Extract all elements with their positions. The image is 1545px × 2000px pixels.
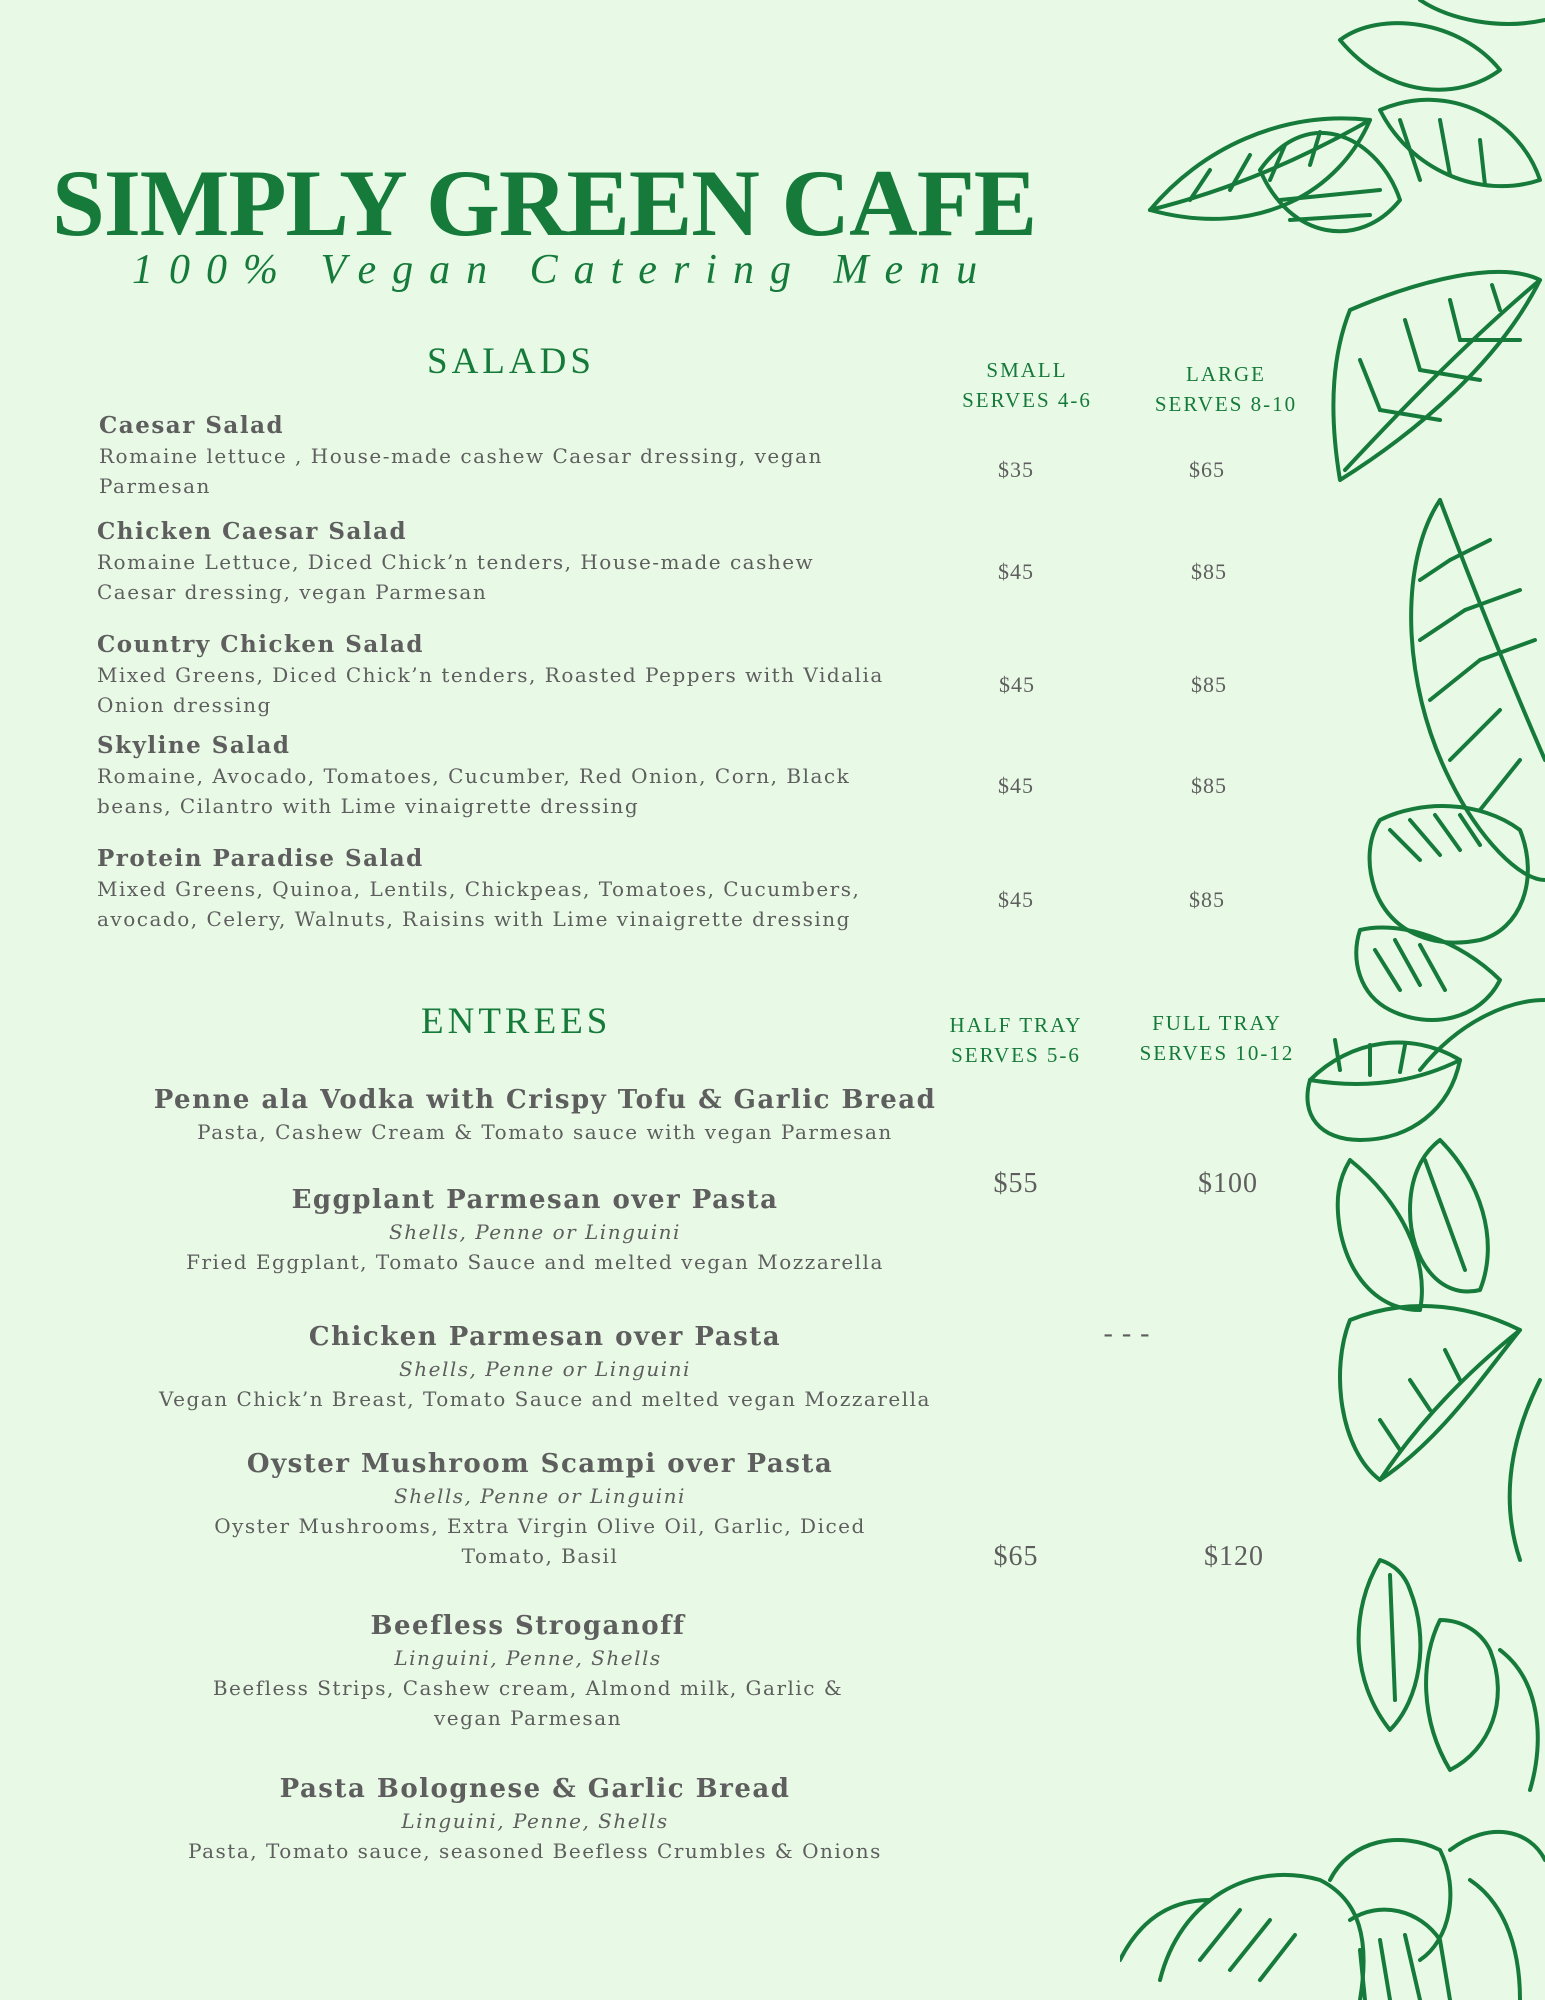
item-options: Shells, Penne or Linguini xyxy=(389,1220,681,1244)
item-desc: Pasta, Cashew Cream & Tomato sauce with vegan Parmesan xyxy=(197,1120,893,1144)
entree-item xyxy=(40,1083,1050,1147)
price-large: $85 xyxy=(1191,672,1227,697)
salad-item xyxy=(97,630,927,720)
entrees-heading: ENTREES xyxy=(421,1001,612,1042)
col-full-serves: SERVES 10-12 xyxy=(1139,1041,1295,1065)
price-large: $85 xyxy=(1189,887,1225,912)
item-desc: Onion dressing xyxy=(97,693,272,717)
price-small: $45 xyxy=(999,672,1035,697)
entree-item xyxy=(40,1320,1050,1414)
salad-item xyxy=(97,731,927,821)
price-large: $85 xyxy=(1191,559,1227,584)
item-options: Shells, Penne or Linguini xyxy=(394,1484,686,1508)
entree-item xyxy=(30,1772,1040,1866)
item-desc: Beefless Strips, Cashew cream, Almond milk, Garlic & xyxy=(212,1676,844,1700)
price-full-tray: $120 xyxy=(1204,1541,1264,1572)
item-desc: Romaine, Avocado, Tomatoes, Cucumber, Red Onion, Corn, Black xyxy=(97,764,851,788)
item-desc: Oyster Mushrooms, Extra Virgin Olive Oil, Garlic, Diced xyxy=(214,1514,866,1538)
salad-item xyxy=(97,844,927,934)
col-small-serves: SERVES 4-6 xyxy=(962,388,1092,412)
price-small: $45 xyxy=(998,773,1034,798)
col-large-label: LARGE xyxy=(1186,362,1266,386)
item-desc: beans, Cilantro with Lime vinaigrette dressing xyxy=(97,794,640,818)
price-large: $85 xyxy=(1191,773,1227,798)
price-small: $35 xyxy=(998,457,1034,482)
salads-heading: SALADS xyxy=(427,341,595,382)
item-desc: Romaine lettuce , House-made cashew Caesar dressing, vegan xyxy=(99,444,823,468)
item-desc: Pasta, Tomato sauce, seasoned Beefless Crumbles & Onions xyxy=(188,1839,882,1863)
item-desc: Tomato, Basil xyxy=(461,1544,619,1568)
price-small: $45 xyxy=(998,559,1034,584)
item-desc: Fried Eggplant, Tomato Sauce and melted vegan Mozzarella xyxy=(186,1250,884,1274)
price-half-tray: $65 xyxy=(993,1541,1039,1572)
price-large: $65 xyxy=(1189,457,1225,482)
item-options: Linguini, Penne, Shells xyxy=(401,1809,669,1833)
item-desc: Caesar dressing, vegan Parmesan xyxy=(97,580,488,604)
salads-col-small xyxy=(962,355,1092,415)
price-full-tray: $100 xyxy=(1198,1168,1258,1199)
price-small: $45 xyxy=(998,887,1034,912)
entree-item xyxy=(23,1609,1033,1733)
item-name: Pasta Bolognese & Garlic Bread xyxy=(279,1774,791,1804)
item-name: Caesar Salad xyxy=(99,412,285,439)
price-half-tray: $55 xyxy=(993,1168,1039,1199)
item-desc: Vegan Chick’n Breast, Tomato Sauce and melted vegan Mozzarella xyxy=(159,1387,931,1411)
item-desc: vegan Parmesan xyxy=(433,1706,622,1730)
col-half-label: HALF TRAY xyxy=(949,1013,1083,1037)
botanical-leaves-illustration xyxy=(1120,0,1545,2000)
col-full-label: FULL TRAY xyxy=(1152,1011,1282,1035)
item-name: Chicken Parmesan over Pasta xyxy=(308,1322,782,1352)
item-name: Beefless Stroganoff xyxy=(370,1611,686,1641)
item-desc: Romaine Lettuce, Diced Chick’n tenders, House-made cashew xyxy=(97,550,815,574)
item-name: Skyline Salad xyxy=(97,732,291,759)
item-name: Penne ala Vodka with Crispy Tofu & Garlic Bread xyxy=(153,1085,937,1115)
price-divider: - - - xyxy=(1103,1318,1151,1349)
salad-item xyxy=(99,411,929,501)
item-desc: Parmesan xyxy=(99,474,211,498)
item-name: Oyster Mushroom Scampi over Pasta xyxy=(246,1449,834,1479)
col-half-serves: SERVES 5-6 xyxy=(951,1043,1081,1067)
item-name: Chicken Caesar Salad xyxy=(97,518,408,545)
page-title: SIMPLY GREEN CAFE xyxy=(52,150,1037,256)
item-options: Shells, Penne or Linguini xyxy=(399,1357,691,1381)
item-desc: avocado, Celery, Walnuts, Raisins with Lime vinaigrette dressing xyxy=(97,907,851,931)
page-subtitle: 100% Vegan Catering Menu xyxy=(132,247,994,293)
col-small-label: SMALL xyxy=(986,358,1068,382)
col-large-serves: SERVES 8-10 xyxy=(1154,392,1298,416)
entrees-col-half xyxy=(950,1010,1083,1070)
entree-item xyxy=(35,1447,1045,1571)
item-name: Country Chicken Salad xyxy=(97,631,425,658)
item-desc: Mixed Greens, Diced Chick’n tenders, Roasted Peppers with Vidalia xyxy=(97,663,884,687)
salad-item xyxy=(97,517,927,607)
item-desc: Mixed Greens, Quinoa, Lentils, Chickpeas, Tomatoes, Cucumbers, xyxy=(97,877,861,901)
entree-item xyxy=(30,1183,1040,1277)
item-options: Linguini, Penne, Shells xyxy=(394,1646,662,1670)
item-name: Protein Paradise Salad xyxy=(97,845,424,872)
item-name: Eggplant Parmesan over Pasta xyxy=(291,1185,779,1215)
